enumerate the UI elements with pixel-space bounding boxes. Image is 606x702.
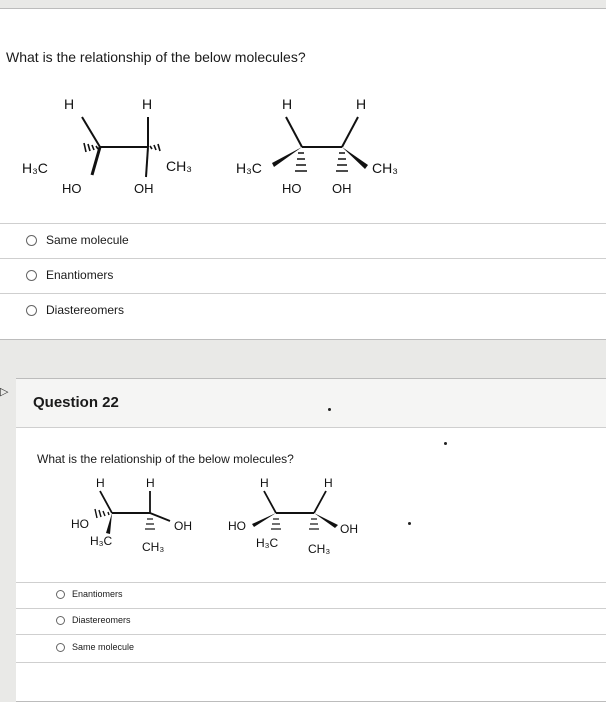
dot-mark (444, 442, 447, 445)
option-label: Diastereomers (46, 303, 125, 317)
atom-label: CH₃ (166, 158, 192, 174)
dot-mark (328, 408, 331, 411)
radio-button[interactable] (26, 270, 37, 281)
atom-label: CH₃ (372, 160, 398, 176)
atom-label: H (64, 96, 75, 112)
divider (16, 634, 606, 635)
divider (16, 662, 606, 663)
atom-label: H (282, 96, 293, 112)
atom-label: H (260, 476, 269, 490)
option-label: Enantiomers (72, 589, 123, 599)
molecule-right-structure (212, 475, 382, 567)
atom-label: HO (62, 181, 82, 196)
divider (16, 608, 606, 609)
divider (0, 223, 606, 224)
atom-label: OH (134, 181, 154, 196)
divider (0, 258, 606, 259)
atom-label: H (356, 96, 367, 112)
atom-label: HO (282, 181, 302, 196)
collapse-arrow-icon[interactable]: ▷ (0, 386, 9, 398)
option-diastereomers[interactable] (56, 615, 131, 625)
molecule-left-structure (20, 87, 220, 199)
atom-label: H₃C (236, 160, 262, 176)
question-text: What is the relationship of the below molecules? (6, 49, 306, 65)
divider (16, 582, 606, 583)
option-label: Enantiomers (46, 268, 114, 282)
option-label: Same molecule (46, 233, 129, 247)
radio-button[interactable] (26, 235, 37, 246)
divider (0, 293, 606, 294)
atom-label: CH₃ (308, 542, 331, 556)
atom-label: H (324, 476, 333, 490)
option-enantiomers[interactable] (56, 589, 123, 599)
radio-button[interactable] (56, 643, 65, 652)
molecule-left-structure (52, 475, 222, 567)
atom-label: HO (228, 519, 246, 533)
option-diastereomers[interactable] (26, 303, 124, 317)
option-same-molecule[interactable] (26, 233, 129, 247)
atom-label: H₃C (256, 536, 279, 550)
atom-label: H₃C (22, 160, 48, 176)
atom-label: H₃C (90, 534, 113, 548)
atom-label: H (96, 476, 105, 490)
dot-mark (408, 522, 411, 525)
option-enantiomers[interactable] (26, 268, 113, 282)
question-title: Question 22 (33, 394, 119, 411)
option-same-molecule[interactable] (56, 642, 134, 652)
question-card-1 (0, 8, 606, 340)
option-label: Diastereomers (72, 615, 131, 625)
atom-label: H (146, 476, 155, 490)
question-text: What is the relationship of the below molecules? (37, 452, 294, 466)
radio-button[interactable] (26, 305, 37, 316)
radio-button[interactable] (56, 616, 65, 625)
question-card-22 (16, 378, 606, 702)
option-label: Same molecule (72, 642, 135, 652)
atom-label: H (142, 96, 153, 112)
molecule-right-structure (232, 87, 432, 199)
atom-label: HO (71, 517, 89, 531)
atom-label: OH (340, 522, 358, 536)
atom-label: OH (174, 519, 192, 533)
question-header (16, 379, 606, 428)
atom-label: CH₃ (142, 540, 165, 554)
atom-label: OH (332, 181, 352, 196)
radio-button[interactable] (56, 590, 65, 599)
